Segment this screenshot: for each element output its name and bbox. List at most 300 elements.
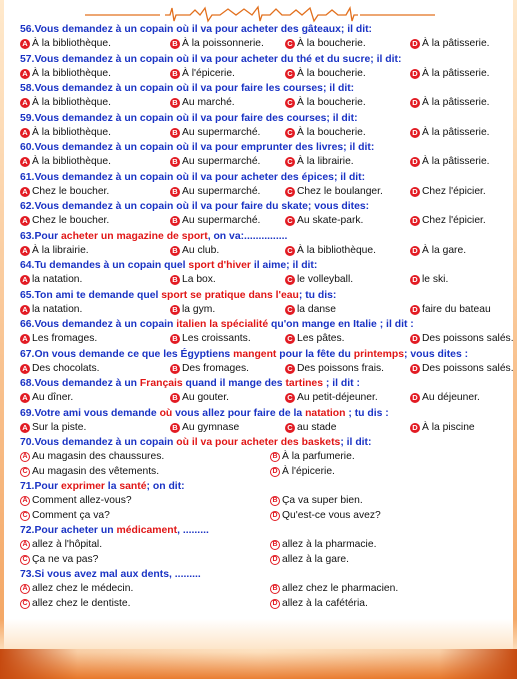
answer-option-c[interactable] [285,244,376,259]
answer-option-c[interactable] [285,155,354,170]
option-letter-d-icon: D [270,555,280,565]
bottom-decorative-band [0,619,517,679]
option-letter-d-icon: D [410,334,420,344]
question-text-part: santé [119,481,147,492]
question-number: 66. [20,319,35,330]
option-letter-d-icon: D [410,305,420,315]
question-text-part: Si vous avez mal aux dents [34,569,170,580]
question-text-part: sport d'hiver [188,260,251,271]
question-number: 61. [20,171,35,183]
question-text-part: tartines [285,378,323,389]
answer-option-label: À la boucherie. [297,97,366,108]
answer-option-b[interactable] [170,155,260,170]
option-letter-d-icon: D [270,467,280,477]
answer-option-c[interactable] [285,303,336,318]
answer-option-label: Des fromages. [182,362,249,374]
answer-option-label: Au magasin des vêtements. [32,465,160,477]
option-letter-d-icon: D [410,98,420,108]
answer-option-a[interactable] [20,362,100,377]
question-text-part: mangent [233,348,277,360]
option-letter-b-icon: B [270,452,280,462]
answer-option-d[interactable] [270,553,349,568]
answer-option-label: Au supermarché. [182,126,261,138]
answer-option-a[interactable] [20,391,73,406]
answer-option-b[interactable] [170,273,216,288]
answer-option-label: Au marché. [182,97,235,108]
option-letter-b-icon: B [170,393,180,403]
question-text [20,81,505,96]
question-text [20,435,505,450]
option-letter-a-icon: A [20,540,30,550]
answer-option-label: À la gare. [422,244,467,256]
question-number: 67. [20,348,35,360]
question-text-part: ; il dit : [323,378,360,389]
answer-option-label: À la boucherie. [297,38,366,49]
option-letter-b-icon: B [170,423,180,433]
answer-options-row [20,155,505,170]
option-letter-b-icon: B [170,128,180,138]
option-letter-b-icon: B [270,496,280,506]
answer-option-d[interactable] [410,67,490,82]
answer-option-a[interactable] [20,494,132,509]
option-letter-a-icon: A [20,496,30,506]
option-letter-b-icon: B [170,216,180,226]
answer-option-label: Au club. [182,244,220,256]
answer-option-b[interactable] [170,421,239,436]
option-letter-c-icon: C [285,187,295,197]
answer-option-b[interactable] [170,126,260,141]
question-number: 73. [20,569,35,580]
question-text-part: Vous demandez à un copain où il va pour faire du skate; vous dites: [34,201,370,212]
question-number: 56. [20,24,35,35]
answer-option-d[interactable] [270,597,368,612]
question-text-part: Français [139,378,183,389]
option-letter-b-icon: B [170,98,180,108]
question-text-part: médicament [116,525,178,536]
answer-option-label: À la librairie. [297,156,354,167]
answer-option-label: Au dîner. [32,392,74,403]
answer-options-row [20,126,505,141]
answer-option-label: Au déjeuner. [422,392,480,403]
question-text-part: Vous demandez à un copain où il va pour acheter des épices; il dit: [34,171,366,183]
question-text-part: On vous demande ce que les Égyptiens [34,348,234,360]
answer-option-c[interactable] [285,126,366,141]
question-text [20,52,505,67]
option-letter-b-icon: B [170,69,180,79]
answer-option-label: Des chocolats. [32,362,100,374]
question-text-part: ; il dit: [340,437,372,448]
answer-option-label: allez à la cafétéria. [282,597,368,609]
question-text [20,406,505,421]
answer-options-row [20,185,505,200]
answer-option-label: À l'épicerie. [282,465,335,477]
answer-option-a[interactable] [20,126,111,141]
answer-option-label: Au petit-déjeuner. [297,392,378,403]
question-text-part: Vous demandez à un copain où il va pour acheter du thé et du sucre; il dit: [34,53,402,65]
answer-option-b[interactable] [170,214,260,229]
question-number: 58. [20,83,35,94]
question-text-part: Vous demandez à un copain [34,437,177,448]
option-letter-a-icon: A [20,393,30,403]
question-text-part: acheter un magazine de sport [61,230,208,242]
answer-option-c[interactable] [20,509,110,524]
question-number: 71. [20,481,35,492]
answer-option-d[interactable] [410,332,514,347]
answer-option-c[interactable] [285,37,366,52]
answer-option-label: Des poissons frais. [297,362,384,374]
option-letter-a-icon: A [20,452,30,462]
answer-option-a[interactable] [20,538,102,553]
answer-option-d[interactable] [410,37,490,52]
option-letter-a-icon: A [20,157,30,167]
answer-option-label: Les pâtes. [297,333,345,344]
decorative-header-ornament [0,3,517,23]
question-number: 63. [20,230,35,242]
answer-option-label: la danse [297,303,336,315]
answer-option-c[interactable] [285,214,363,229]
answer-option-label: À la bibliothèque. [297,244,377,256]
option-letter-d-icon: D [410,69,420,79]
answer-option-a[interactable] [20,273,82,288]
option-letter-b-icon: B [170,187,180,197]
right-decorative-edge [513,0,517,679]
answer-option-b[interactable] [170,391,229,406]
question-text [20,140,505,155]
answer-option-label: allez à l'hôpital. [32,539,103,550]
answer-options-row [20,450,505,465]
question-text-part: printemps [353,348,404,360]
answer-options-row [20,273,505,288]
question-number: 57. [20,53,35,65]
answer-option-c[interactable] [20,465,159,480]
question-text-part: Pour [34,481,62,492]
answer-option-a[interactable] [20,303,82,318]
answer-option-d[interactable] [410,155,490,170]
answer-option-label: La box. [182,274,216,285]
answer-options-row [20,391,505,406]
answer-option-label: À la pâtisserie. [422,67,490,79]
question-list [20,22,514,611]
question-text-part: Tu demandes à un copain quel [34,260,189,271]
answer-option-d[interactable] [410,421,475,436]
answer-option-label: le volleyball. [297,274,354,285]
option-letter-d-icon: D [410,187,420,197]
question-text-part: Vous demandez à un copain où il va pour acheter des gâteaux; il dit: [34,24,373,35]
question-text-part: où [159,407,173,419]
answer-options-row [20,303,505,318]
option-letter-b-icon: B [170,157,180,167]
question-text-part: pour la fête du [276,348,354,360]
option-letter-a-icon: A [20,69,30,79]
option-letter-c-icon: C [285,393,295,403]
answer-options-row [20,362,514,377]
answer-option-label: le ski. [422,274,449,285]
answer-option-d[interactable] [410,244,466,259]
option-letter-b-icon: B [170,39,180,49]
answer-option-a[interactable] [20,214,109,229]
option-letter-b-icon: B [270,540,280,550]
option-letter-a-icon: A [20,423,30,433]
answer-option-c[interactable] [285,96,366,111]
option-letter-a-icon: A [20,39,30,49]
answer-option-label: À la piscine [422,421,475,433]
answer-option-d[interactable] [410,214,486,229]
answer-option-label: À la boucherie. [297,67,366,79]
option-letter-a-icon: A [20,305,30,315]
option-letter-c-icon: C [285,39,295,49]
answer-option-label: À la bibliothèque. [32,38,112,49]
answer-option-b[interactable] [170,96,235,111]
answer-option-label: Chez le boulanger. [297,185,383,197]
question-text-part: natation [305,407,346,419]
question-number: 65. [20,289,35,301]
answer-options-row [20,214,505,229]
answer-option-label: allez chez le médecin. [32,583,134,594]
answer-option-d[interactable] [410,391,480,406]
question-number: 72. [20,525,35,536]
answer-option-label: Au gymnase [182,421,240,433]
option-letter-b-icon: B [170,275,180,285]
answer-options-row [20,465,505,480]
question-text [20,229,505,244]
answer-options-row [20,597,505,612]
answer-option-b[interactable] [270,582,398,597]
answer-option-label: Sur la piste. [32,421,87,433]
question-text-part: Pour acheter un [34,525,117,536]
left-decorative-edge [0,0,4,679]
question-text-part: où il va pour acheter des [176,437,302,448]
answer-options-row [20,332,514,347]
answer-option-label: Au gouter. [182,392,229,403]
option-letter-c-icon: C [285,69,295,79]
answer-option-label: Chez le boucher. [32,215,110,226]
answer-options-row [20,494,505,509]
answer-option-d[interactable] [270,509,381,524]
answer-option-label: À la parfumerie. [282,451,355,462]
answer-option-a[interactable] [20,332,97,347]
answer-option-b[interactable] [170,332,251,347]
answer-option-c[interactable] [285,362,384,377]
answer-options-row [20,553,505,568]
question-text-part: , ......... [169,569,201,580]
answer-option-c[interactable] [285,391,378,406]
option-letter-c-icon: C [20,599,30,609]
answer-option-label: Les fromages. [32,333,98,344]
option-letter-a-icon: A [20,246,30,256]
question-text-part: vous allez pour faire de la [172,407,306,419]
question-text [20,258,505,273]
question-text-part: exprimer [61,481,105,492]
answer-option-label: Au supermarché. [182,156,261,167]
question-text [20,347,505,362]
answer-option-label: allez à la gare. [282,553,349,565]
option-letter-d-icon: D [410,39,420,49]
answer-option-b[interactable] [170,185,260,200]
answer-option-c[interactable] [285,332,345,347]
option-letter-d-icon: D [410,128,420,138]
option-letter-a-icon: A [20,187,30,197]
question-text-part: ; on dit: [146,481,185,492]
answer-option-b[interactable] [170,67,235,82]
question-text-part: , ......... [177,525,209,536]
option-letter-d-icon: D [410,216,420,226]
option-letter-d-icon: D [410,364,420,374]
option-letter-c-icon: C [20,555,30,565]
question-text-part: Vous demandez à un copain où il va pour emprunter des livres; il dit: [34,142,375,153]
answer-option-label: À la librairie. [32,244,89,256]
answer-option-c[interactable] [285,273,353,288]
question-text-part: italien la spécialité [176,319,269,330]
question-number: 62. [20,201,35,212]
question-number: 70. [20,437,35,448]
answer-option-d[interactable] [410,273,448,288]
answer-option-label: À la pâtisserie. [422,126,490,138]
option-letter-c-icon: C [20,511,30,521]
answer-options-row [20,67,505,82]
answer-option-label: au stade [297,421,337,433]
answer-option-label: Comment allez-vous? [32,495,132,506]
question-text [20,317,505,332]
answer-option-d[interactable] [410,303,491,318]
question-text [20,22,505,37]
question-number: 59. [20,112,35,124]
answer-option-label: À la boucherie. [297,126,366,138]
answer-option-label: Ça va super bien. [282,495,363,506]
answer-option-label: Ça ne va pas? [32,553,99,565]
answer-option-label: Au magasin des chaussures. [32,451,165,462]
option-letter-b-icon: B [170,305,180,315]
answer-option-a[interactable] [20,37,111,52]
question-text [20,170,505,185]
answer-option-label: la natation. [32,303,83,315]
answer-option-d[interactable] [270,465,335,480]
answer-option-label: À la bibliothèque. [32,126,112,138]
option-letter-c-icon: C [285,305,295,315]
option-letter-b-icon: B [170,364,180,374]
option-letter-d-icon: D [270,511,280,521]
answer-option-a[interactable] [20,155,111,170]
question-text-part: ; vous dites : [404,348,469,360]
answer-option-a[interactable] [20,244,89,259]
answer-option-b[interactable] [170,37,264,52]
answer-option-label: Des poissons salés. [422,333,514,344]
answer-option-label: À la bibliothèque. [32,97,112,108]
question-text [20,376,505,391]
option-letter-a-icon: A [20,275,30,285]
answer-option-label: Chez le boucher. [32,185,110,197]
question-text-part: Ton ami te demande quel [34,289,162,301]
answer-option-label: Chez l'épicier. [422,185,486,197]
option-letter-a-icon: A [20,364,30,374]
option-letter-a-icon: A [20,128,30,138]
option-letter-c-icon: C [285,216,295,226]
question-text-part: il aime; il dit: [250,260,318,271]
question-text-part: Pour [34,230,62,242]
option-letter-d-icon: D [410,157,420,167]
option-letter-d-icon: D [410,393,420,403]
option-letter-c-icon: C [285,423,295,433]
answer-option-a[interactable] [20,67,111,82]
answer-option-d[interactable] [410,362,514,377]
question-number: 60. [20,142,35,153]
answer-option-a[interactable] [20,96,111,111]
answer-option-c[interactable] [20,553,98,568]
answer-option-a[interactable] [20,582,133,597]
question-text-part: baskets [301,437,341,448]
option-letter-c-icon: C [285,157,295,167]
answer-option-label: Les croissants. [182,333,251,344]
question-number: 64. [20,260,35,271]
answer-option-label: Au skate-park. [297,215,364,226]
answer-option-b[interactable] [170,303,215,318]
answer-options-row [20,244,505,259]
question-text-part: Vous demandez à un copain où il va pour faire les courses; il dit: [34,83,355,94]
question-text-part: ; tu dis : [345,407,389,419]
option-letter-d-icon: D [410,246,420,256]
question-text-part: ; tu dis: [298,289,337,301]
header-ornament-icon [0,3,517,23]
question-text-part: Vous demandez à un [34,378,140,389]
question-text-part: Vous demandez à un copain [34,319,177,330]
answer-option-label: la natation. [32,274,83,285]
option-letter-c-icon: C [20,467,30,477]
answer-option-a[interactable] [20,421,86,436]
answer-options-row [20,421,505,436]
answer-option-label: faire du bateau [422,303,491,315]
question-text-part: quand il mange des [182,378,286,389]
answer-option-b[interactable] [170,362,249,377]
answer-option-b[interactable] [270,538,376,553]
option-letter-d-icon: D [410,423,420,433]
option-letter-c-icon: C [285,128,295,138]
answer-option-a[interactable] [20,185,109,200]
answer-option-label: À la pâtisserie. [422,97,490,108]
option-letter-b-icon: B [270,584,280,594]
answer-option-label: Chez l'épicier. [422,215,486,226]
question-text [20,567,505,582]
answer-option-label: Au supermarché. [182,215,261,226]
option-letter-c-icon: C [285,246,295,256]
answer-option-c[interactable] [20,597,130,612]
answer-option-a[interactable] [20,450,164,465]
answer-option-label: À la pâtisserie. [422,156,490,167]
answer-options-row [20,582,505,597]
question-text [20,111,505,126]
option-letter-a-icon: A [20,98,30,108]
answer-option-b[interactable] [270,494,363,509]
answer-option-label: allez chez le pharmacien. [282,583,399,594]
answer-options-row [20,538,505,553]
answer-option-b[interactable] [170,244,219,259]
answer-option-d[interactable] [410,96,490,111]
option-letter-b-icon: B [170,246,180,256]
answer-option-label: Qu'est-ce vous avez? [282,509,381,521]
option-letter-c-icon: C [285,98,295,108]
answer-option-c[interactable] [285,421,337,436]
answer-option-d[interactable] [410,126,490,141]
option-letter-c-icon: C [285,275,295,285]
answer-option-b[interactable] [270,450,355,465]
answer-option-c[interactable] [285,67,366,82]
option-letter-c-icon: C [285,364,295,374]
option-letter-d-icon: D [270,599,280,609]
option-letter-c-icon: C [285,334,295,344]
answer-option-label: À la poissonnerie. [182,38,264,49]
answer-option-label: Des poissons salés. [422,362,514,374]
answer-option-d[interactable] [410,185,486,200]
answer-option-c[interactable] [285,185,383,200]
answer-option-label: Au supermarché. [182,185,261,197]
